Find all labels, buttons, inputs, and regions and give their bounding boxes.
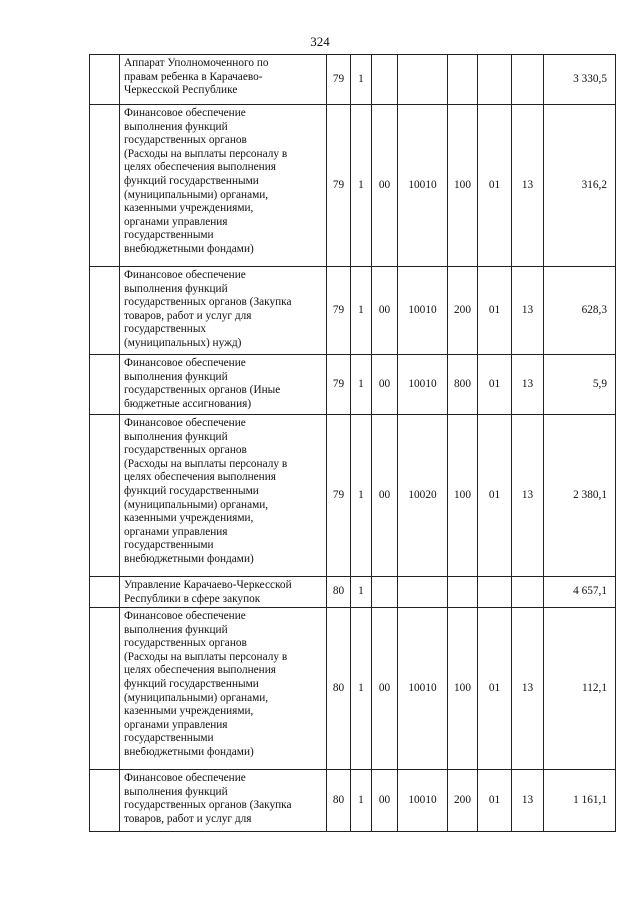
cell-code-7	[512, 577, 544, 608]
table-row	[90, 267, 616, 355]
cell-program	[372, 577, 398, 608]
name-line: государственными	[124, 229, 214, 242]
cell-code-7: 13	[512, 105, 544, 267]
cell-blank	[90, 770, 120, 832]
cell-amount: 1 161,1	[544, 770, 616, 832]
table-row	[90, 770, 616, 832]
name-line: Финансовое обеспечение	[124, 269, 246, 281]
cell-expense-type: 200	[448, 267, 478, 355]
cell-grbs: 79	[327, 105, 351, 267]
name-line: (Расходы на выплаты персоналу в	[124, 650, 288, 663]
cell-section: 1	[351, 608, 372, 770]
name-line: органами управления	[124, 215, 228, 228]
cell-expense-type: 200	[448, 770, 478, 832]
cell-blank	[90, 608, 120, 770]
cell-program	[372, 55, 398, 105]
cell-blank	[90, 55, 120, 105]
cell-section: 1	[351, 55, 372, 105]
name-line: выполнения функций	[124, 785, 228, 798]
cell-amount: 2 380,1	[544, 415, 616, 577]
name-line: государственных органов	[124, 637, 247, 650]
name-line: внебюджетными фондами)	[124, 745, 254, 758]
cell-grbs: 80	[327, 577, 351, 608]
name-line: государственных органов	[124, 134, 247, 147]
name-line: правам ребенка в Карачаево-	[124, 70, 263, 83]
name-line: целях обеспечения выполнения	[124, 161, 276, 174]
cell-target-article	[398, 55, 448, 105]
name-line: товаров, работ и услуг для	[124, 309, 252, 322]
name-line: Финансовое обеспечение	[124, 772, 246, 784]
name-line: функций государственными	[124, 484, 259, 497]
name-line: целях обеспечения выполнения	[124, 664, 276, 677]
name-line: казенными учреждениями,	[124, 202, 254, 215]
cell-blank	[90, 105, 120, 267]
name-line: государственных органов (Иные	[124, 384, 281, 397]
cell-amount: 628,3	[544, 267, 616, 355]
cell-grbs: 79	[327, 267, 351, 355]
cell-code-6: 01	[478, 355, 512, 415]
cell-code-7: 13	[512, 267, 544, 355]
cell-section: 1	[351, 770, 372, 832]
name-line: (муниципальных) нужд)	[124, 336, 242, 349]
table-row	[90, 577, 616, 608]
name-line: бюджетные ассигнования)	[124, 397, 252, 410]
cell-code-6: 01	[478, 608, 512, 770]
name-line: (Расходы на выплаты персоналу в	[124, 457, 288, 470]
cell-blank	[90, 577, 120, 608]
name-line: функций государственными	[124, 174, 259, 187]
cell-program: 00	[372, 415, 398, 577]
name-line: государственных	[124, 323, 207, 336]
name-line: органами управления	[124, 525, 228, 538]
cell-target-article: 10010	[398, 608, 448, 770]
cell-program: 00	[372, 105, 398, 267]
name-line: казенными учреждениями,	[124, 512, 254, 525]
cell-target-article: 10010	[398, 355, 448, 415]
name-line: (муниципальными) органами,	[124, 188, 269, 201]
cell-program: 00	[372, 770, 398, 832]
name-line: (Расходы на выплаты персоналу в	[124, 147, 288, 160]
name-line: государственными	[124, 732, 214, 745]
cell-blank	[90, 355, 120, 415]
cell-code-6	[478, 55, 512, 105]
cell-program: 00	[372, 267, 398, 355]
name-line: целях обеспечения выполнения	[124, 471, 276, 484]
cell-section: 1	[351, 577, 372, 608]
name-line: внебюджетными фондами)	[124, 242, 254, 255]
cell-name	[120, 267, 327, 355]
cell-section: 1	[351, 267, 372, 355]
cell-code-7: 13	[512, 415, 544, 577]
cell-section: 1	[351, 415, 372, 577]
name-line: выполнения функций	[124, 430, 228, 443]
cell-name	[120, 577, 327, 608]
cell-target-article: 10010	[398, 770, 448, 832]
name-line: государственных органов	[124, 444, 247, 457]
cell-amount: 4 657,1	[544, 577, 616, 608]
cell-section: 1	[351, 105, 372, 267]
page-number: 324	[310, 34, 330, 49]
cell-program: 00	[372, 355, 398, 415]
cell-name	[120, 415, 327, 577]
cell-target-article	[398, 577, 448, 608]
name-line: Финансовое обеспечение	[124, 417, 246, 429]
name-line: казенными учреждениями,	[124, 705, 254, 718]
name-line: (муниципальными) органами,	[124, 691, 269, 704]
cell-target-article: 10020	[398, 415, 448, 577]
cell-amount: 3 330,5	[544, 55, 616, 105]
cell-amount: 112,1	[544, 608, 616, 770]
name-line: (муниципальными) органами,	[124, 498, 269, 511]
cell-expense-type	[448, 577, 478, 608]
cell-program: 00	[372, 608, 398, 770]
name-line: товаров, работ и услуг для	[124, 812, 252, 825]
name-line: внебюджетными фондами)	[124, 552, 254, 565]
cell-section: 1	[351, 355, 372, 415]
cell-grbs: 80	[327, 770, 351, 832]
cell-grbs: 79	[327, 55, 351, 105]
name-line: Финансовое обеспечение	[124, 107, 246, 119]
cell-grbs: 79	[327, 355, 351, 415]
cell-amount: 5,9	[544, 355, 616, 415]
name-line: органами управления	[124, 718, 228, 731]
table-body	[90, 55, 616, 832]
table-row	[90, 55, 616, 105]
cell-target-article: 10010	[398, 267, 448, 355]
name-line: выполнения функций	[124, 623, 228, 636]
cell-code-7: 13	[512, 770, 544, 832]
cell-name	[120, 55, 327, 105]
cell-code-6: 01	[478, 415, 512, 577]
name-line: государственных органов (Закупка	[124, 799, 292, 812]
name-line: Аппарат Уполномоченного по	[124, 57, 269, 69]
cell-grbs: 80	[327, 608, 351, 770]
cell-name	[120, 608, 327, 770]
name-line: выполнения функций	[124, 370, 228, 383]
cell-expense-type: 100	[448, 415, 478, 577]
cell-blank	[90, 415, 120, 577]
name-line: функций государственными	[124, 677, 259, 690]
cell-blank	[90, 267, 120, 355]
name-line: государственными	[124, 539, 214, 552]
name-line: выполнения функций	[124, 120, 228, 133]
name-line: Республики в сфере закупок	[124, 592, 261, 605]
cell-name	[120, 355, 327, 415]
cell-amount: 316,2	[544, 105, 616, 267]
table-row	[90, 105, 616, 267]
name-line: выполнения функций	[124, 282, 228, 295]
cell-name	[120, 105, 327, 267]
name-line: Управление Карачаево-Черкесской	[124, 579, 292, 591]
cell-code-6: 01	[478, 770, 512, 832]
budget-table	[89, 54, 616, 832]
name-line: государственных органов (Закупка	[124, 296, 292, 309]
cell-target-article: 10010	[398, 105, 448, 267]
cell-code-6: 01	[478, 105, 512, 267]
name-line: Черкесской Республике	[124, 84, 238, 97]
cell-code-6	[478, 577, 512, 608]
cell-expense-type	[448, 55, 478, 105]
cell-grbs: 79	[327, 415, 351, 577]
table-row	[90, 415, 616, 577]
cell-code-7: 13	[512, 608, 544, 770]
table-row	[90, 355, 616, 415]
cell-expense-type: 800	[448, 355, 478, 415]
cell-expense-type: 100	[448, 105, 478, 267]
cell-name	[120, 770, 327, 832]
table-row	[90, 608, 616, 770]
cell-code-7	[512, 55, 544, 105]
cell-code-7: 13	[512, 355, 544, 415]
cell-expense-type: 100	[448, 608, 478, 770]
name-line: Финансовое обеспечение	[124, 610, 246, 622]
name-line: Финансовое обеспечение	[124, 357, 246, 369]
cell-code-6: 01	[478, 267, 512, 355]
